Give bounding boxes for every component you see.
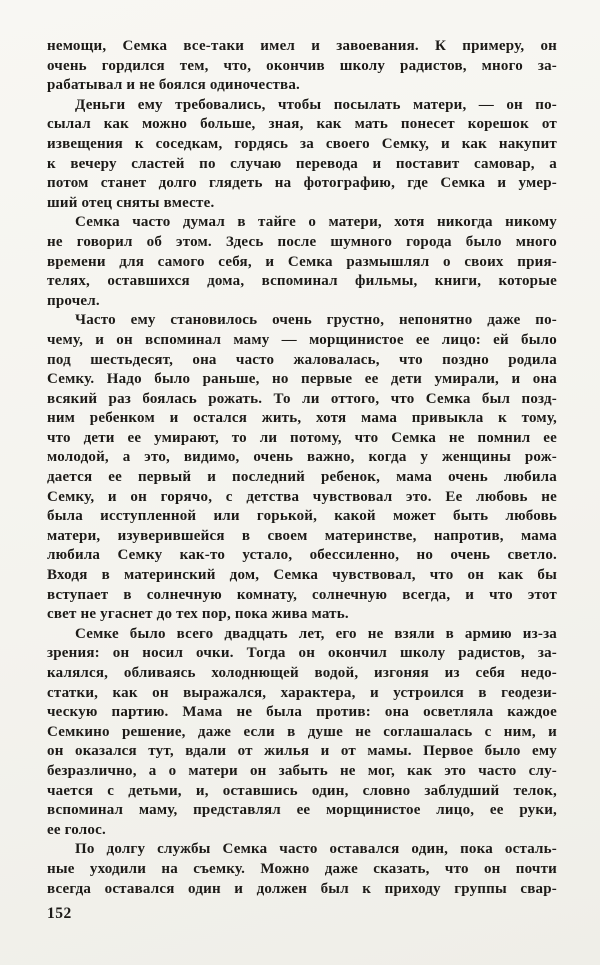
page-text <box>47 37 557 899</box>
text-line: ее голос. <box>47 821 106 838</box>
text-line: он оказался тут, вдали от жилья и от мамы. Первое было ему <box>47 743 557 760</box>
text-line: ним ребенком и остался жить, хотя мама привыкла к тому, <box>47 410 557 427</box>
text-line: Часто ему становилось очень грустно, непонятно даже по- <box>75 312 557 329</box>
text-line: зрения: он носил очки. Тогда он окончил школу радистов, за- <box>47 645 557 662</box>
text-line: По долгу службы Семка часто оставался один, пока осталь- <box>75 841 557 858</box>
text-line: сылал как можно больше, зная, как мать понесет корешок от <box>47 116 557 133</box>
text-line: Деньги ему требовались, чтобы посылать матери, — он по- <box>75 96 557 113</box>
page-number: 152 <box>47 905 72 923</box>
text-line: любила Семку как-то устало, обессиленно, но очень светло. <box>47 547 557 564</box>
text-line: дается ее первый и последний ребенок, мама очень любила <box>47 469 557 486</box>
paragraph <box>47 840 557 899</box>
text-line: прочел. <box>47 292 100 309</box>
text-line: молодой, а это, видимо, очень важно, когда у женщины рож- <box>47 449 557 466</box>
paragraph <box>47 625 557 841</box>
paragraph <box>47 37 557 96</box>
text-line: не говорил об этом. Здесь после шумного города было много <box>47 233 557 250</box>
text-line: что дети ее умирают, то ли потому, что Семка не помнил ее <box>47 429 557 446</box>
paragraph <box>47 311 557 625</box>
text-line: потом станет долго глядеть на фотографию, где Семка и умер- <box>47 175 557 192</box>
text-line: безразлично, а о матери он забыть не мог, как это часто слу- <box>47 762 557 779</box>
text-line: чему, и он вспоминал маму — морщинистое ее лицо: ей было <box>47 331 557 348</box>
text-line: ные уходили на съемку. Можно даже сказать, что он почти <box>47 860 557 877</box>
text-line: всегда оставался один и должен был к приходу группы свар- <box>47 880 557 897</box>
text-line: времени для самого себя, и Семка размышлял о своих прия- <box>47 253 557 270</box>
text-line: Входя в материнский дом, Семка чувствовал, что он как бы <box>47 567 557 584</box>
text-line: Семке было всего двадцать лет, его не взяли в армию из-за <box>75 625 557 642</box>
text-line: к вечеру сластей по случаю перевода и поставит самовар, а <box>47 155 557 172</box>
text-line: телях, оставшихся дома, вспоминал фильмы, книги, которые <box>47 273 557 290</box>
text-line: Семка часто думал в тайге о матери, хотя никогда никому <box>75 214 557 231</box>
text-line: статки, как он выражался, характера, и устроился в геодези- <box>47 684 557 701</box>
text-line: ческую партию. Мама не была против: она осветляла каждое <box>47 704 557 721</box>
text-line: ший отец сняты вместе. <box>47 194 215 211</box>
text-line: была исступленной или горькой, какой может быть любовь <box>47 508 557 525</box>
text-line: очень гордился тем, что, окончив школу радистов, много за- <box>47 57 557 74</box>
text-line: чается с детьми, и, оставшись один, словно заблудший телок, <box>47 782 557 799</box>
text-line: вступает в солнечную комнату, солнечную всегда, и что этот <box>47 586 557 603</box>
text-line: калялся, обливаясь холоднющей водой, изгоняя из себя недо- <box>47 665 557 681</box>
paragraph <box>47 213 557 311</box>
text-line: извещения к соседкам, гордясь за своего Семку, и как накупит <box>47 135 557 152</box>
text-line: Семкино решение, даже если в душе не соглашалась с ним, и <box>47 723 557 740</box>
text-line: Семку, и он горячо, с детства чувствовал это. Ее любовь не <box>47 488 557 505</box>
paragraph <box>47 96 557 214</box>
text-line: рабатывал и не боялся одиночества. <box>47 77 300 94</box>
text-line: под шестьдесят, она часто жаловалась, что поздно родила <box>47 351 557 368</box>
text-line: вспоминал маму, представлял ее морщинистое лицо, ее руки, <box>47 802 557 819</box>
text-line: Семку. Надо было раньше, но первые ее дети умирали, и она <box>47 371 557 388</box>
text-line: свет не угаснет до тех пор, пока жива мать. <box>47 606 349 623</box>
text-line: матери, изуверившейся в своем материнстве, напротив, мама <box>47 527 557 544</box>
text-line: всякий раз боялась рожать. То ли оттого, что Семка был позд- <box>47 390 557 407</box>
text-line: немощи, Семка все-таки имел и завоевания. К примеру, он <box>47 38 557 54</box>
